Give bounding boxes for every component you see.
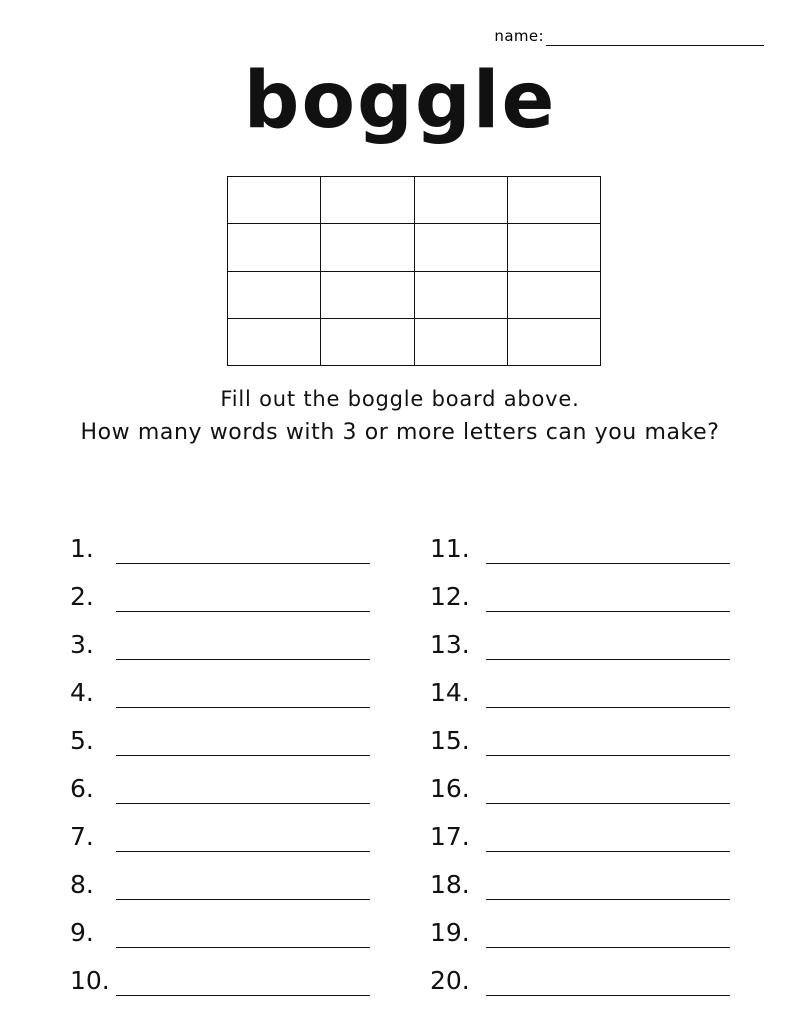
answer-line[interactable] <box>70 804 370 852</box>
answer-line[interactable] <box>430 708 730 756</box>
answer-blank[interactable] <box>486 783 730 804</box>
boggle-board-grid[interactable] <box>227 176 601 366</box>
answer-number: 17. <box>430 822 470 851</box>
answer-number: 10. <box>70 966 110 995</box>
answer-number: 2. <box>70 582 94 611</box>
answer-line[interactable] <box>70 852 370 900</box>
grid-cell[interactable] <box>228 272 321 319</box>
answer-line[interactable] <box>430 612 730 660</box>
answer-blank[interactable] <box>486 543 730 564</box>
answer-line[interactable] <box>430 756 730 804</box>
grid-cell[interactable] <box>228 177 321 224</box>
answer-blank[interactable] <box>116 927 370 948</box>
answer-blank[interactable] <box>486 879 730 900</box>
answer-line[interactable] <box>70 708 370 756</box>
answer-number: 5. <box>70 726 94 755</box>
answer-column-right <box>430 516 730 996</box>
grid-cell[interactable] <box>508 177 601 224</box>
answer-column-left <box>70 516 370 996</box>
answer-number: 9. <box>70 918 94 947</box>
answer-number: 3. <box>70 630 94 659</box>
instructions <box>0 383 800 450</box>
answer-number: 4. <box>70 678 94 707</box>
answer-number: 19. <box>430 918 470 947</box>
name-row <box>494 28 764 46</box>
answer-line[interactable] <box>70 948 370 996</box>
instruction-line-2: How many words with 3 or more letters can you make? <box>80 419 720 445</box>
answer-number: 11. <box>430 534 470 563</box>
grid-cell[interactable] <box>415 177 508 224</box>
answer-blank[interactable] <box>486 927 730 948</box>
answer-number: 18. <box>430 870 470 899</box>
grid-cell[interactable] <box>321 272 414 319</box>
grid-cell[interactable] <box>415 319 508 366</box>
answer-line[interactable] <box>430 660 730 708</box>
answer-line[interactable] <box>430 516 730 564</box>
answer-number: 1. <box>70 534 94 563</box>
answer-number: 8. <box>70 870 94 899</box>
grid-cell[interactable] <box>228 224 321 271</box>
answer-line[interactable] <box>430 564 730 612</box>
answer-number: 16. <box>430 774 470 803</box>
answer-line[interactable] <box>430 852 730 900</box>
answer-blank[interactable] <box>486 735 730 756</box>
answer-number: 12. <box>430 582 470 611</box>
answer-number: 7. <box>70 822 94 851</box>
answer-number: 14. <box>430 678 470 707</box>
answer-line[interactable] <box>430 948 730 996</box>
answer-line[interactable] <box>430 900 730 948</box>
grid-cell[interactable] <box>508 224 601 271</box>
grid-cell[interactable] <box>508 319 601 366</box>
grid-cell[interactable] <box>415 224 508 271</box>
answer-blank[interactable] <box>486 975 730 996</box>
answer-columns <box>0 516 800 996</box>
instruction-line-1: Fill out the boggle board above. <box>220 387 580 411</box>
answer-blank[interactable] <box>116 783 370 804</box>
answer-blank[interactable] <box>116 831 370 852</box>
page-title <box>0 56 800 146</box>
grid-cell[interactable] <box>228 319 321 366</box>
answer-blank[interactable] <box>486 831 730 852</box>
answer-line[interactable] <box>70 660 370 708</box>
answer-blank[interactable] <box>116 879 370 900</box>
answer-line[interactable] <box>430 804 730 852</box>
answer-blank[interactable] <box>116 735 370 756</box>
answer-number: 15. <box>430 726 470 755</box>
grid-cell[interactable] <box>321 177 414 224</box>
answer-line[interactable] <box>70 564 370 612</box>
grid-cell[interactable] <box>321 319 414 366</box>
answer-line[interactable] <box>70 612 370 660</box>
answer-blank[interactable] <box>486 591 730 612</box>
answer-number: 20. <box>430 966 470 995</box>
answer-line[interactable] <box>70 516 370 564</box>
grid-cell[interactable] <box>508 272 601 319</box>
grid-cell[interactable] <box>321 224 414 271</box>
answer-line[interactable] <box>70 756 370 804</box>
answer-number: 6. <box>70 774 94 803</box>
answer-blank[interactable] <box>116 975 370 996</box>
answer-blank[interactable] <box>486 639 730 660</box>
answer-blank[interactable] <box>116 687 370 708</box>
name-input-blank[interactable] <box>546 28 764 46</box>
answer-line[interactable] <box>70 900 370 948</box>
answer-number: 13. <box>430 630 470 659</box>
answer-blank[interactable] <box>116 591 370 612</box>
answer-blank[interactable] <box>486 687 730 708</box>
answer-blank[interactable] <box>116 543 370 564</box>
name-label: name: <box>494 27 544 45</box>
title-text: boggle <box>243 56 557 146</box>
grid-cell[interactable] <box>415 272 508 319</box>
answer-blank[interactable] <box>116 639 370 660</box>
